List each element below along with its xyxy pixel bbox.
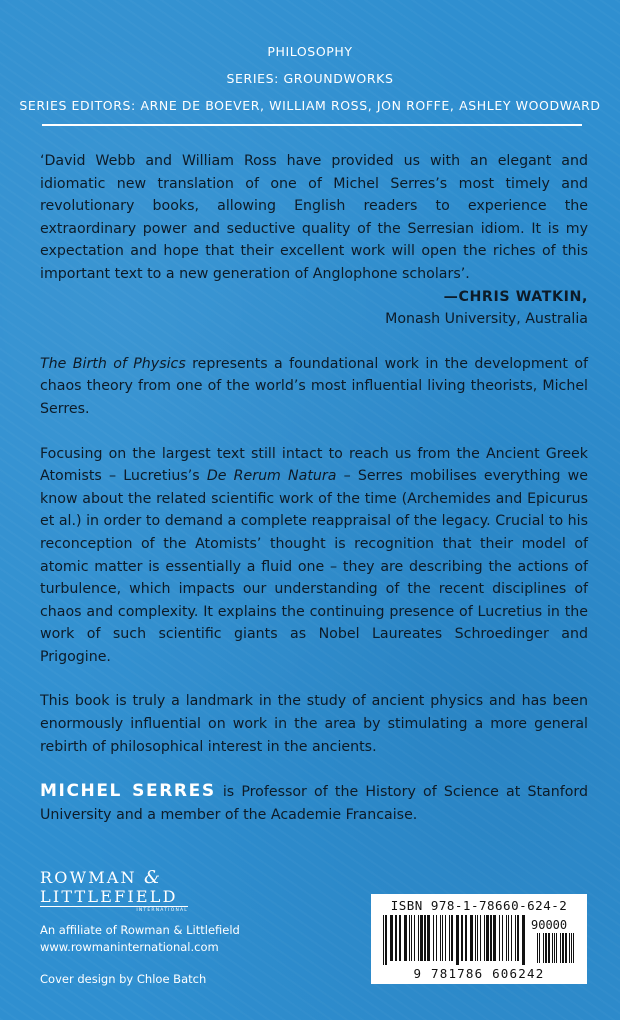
- intro-paragraph: [40, 353, 588, 421]
- isbn-barcode: [371, 894, 587, 984]
- landmark-paragraph: This book is truly a landmark in the study of ancient physics and has been enormously influential on work in the area by stimulating a more general rebirth of philosophical interest in the ancients.: [40, 693, 588, 755]
- barcode-bar: [511, 915, 512, 961]
- barcode-bar: [414, 915, 415, 961]
- barcode-bar: [477, 915, 478, 961]
- addon-bar: [548, 933, 550, 963]
- barcode-bar: [427, 915, 430, 961]
- intro-text: represents a foundational work in the development of chaos theory from one of the world’s most influential living theorists, Michel Serres.: [40, 355, 588, 417]
- barcode-bar: [390, 915, 393, 961]
- barcode-bar: [451, 915, 453, 961]
- book-title: The Birth of Physics: [40, 355, 186, 372]
- barcode-bar: [404, 915, 407, 961]
- barcode-bar: [442, 915, 443, 961]
- addon-bar: [571, 933, 572, 963]
- author-name: MICHEL SERRES: [40, 781, 216, 802]
- author-bio-text: is Professor of the History of Science at Stanford University and a member of the Academie Francaise.: [40, 784, 588, 823]
- barcode-bar: [449, 915, 450, 961]
- barcode-bar: [420, 915, 423, 961]
- ean-digits: 9 781786 606242: [413, 966, 545, 981]
- barcode-bar: [502, 915, 503, 961]
- price-code: 90000: [531, 918, 568, 932]
- de-rerum-natura-title: De Rerum Natura: [206, 468, 337, 485]
- publisher-credits: [40, 922, 240, 988]
- affiliate-line: An affiliate of Rowman & Littlefield: [40, 923, 240, 937]
- barcode-bar: [480, 915, 481, 961]
- barcode-bar: [461, 915, 463, 961]
- addon-bar: [537, 933, 538, 963]
- addon-bar: [545, 933, 547, 963]
- logo-ampersand: &: [144, 867, 161, 888]
- publisher-logo: [40, 868, 200, 913]
- addon-bar: [569, 933, 570, 963]
- addon-bar: [543, 933, 544, 963]
- logo-littlefield: LITTLEFIELD: [40, 887, 178, 906]
- cover-design-credit: Cover design by Chloe Batch: [40, 972, 207, 986]
- quote-attribution: [40, 286, 588, 331]
- quote-author: —CHRIS WATKIN,: [443, 288, 588, 305]
- logo-international: INTERNATIONAL: [40, 906, 188, 913]
- barcode-bar: [499, 915, 500, 961]
- header: [0, 38, 620, 119]
- barcode-bar: [440, 915, 441, 961]
- barcode-bar: [515, 915, 516, 961]
- barcode-bar: [486, 915, 489, 961]
- barcode-bar: [517, 915, 519, 961]
- barcode-bar: [522, 915, 525, 965]
- endorsement-quote: [40, 150, 588, 286]
- addon-bar: [562, 933, 564, 963]
- header-divider: [42, 124, 582, 126]
- addon-bar: [554, 933, 555, 963]
- barcode-bar: [470, 915, 473, 961]
- author-bio: [40, 780, 588, 826]
- logo-rowman: ROWMAN: [40, 868, 137, 887]
- category-label: PHILOSOPHY: [267, 44, 353, 59]
- barcode-bar: [490, 915, 492, 961]
- addon-bar: [556, 933, 557, 963]
- description-text-1: Focusing on the largest text still intact to reach us from the Ancient Greek Atomists – Lucretius’s: [40, 445, 588, 485]
- barcode-bar: [445, 915, 446, 961]
- quote-affiliation: Monash University, Australia: [385, 311, 588, 328]
- series-editors: SERIES EDITORS: ARNE DE BOEVER, WILLIAM ROSS, JON ROFFE, ASHLEY WOODWARD: [19, 98, 601, 113]
- publisher-website: www.rowmaninternational.com: [40, 939, 219, 954]
- barcode-bar: [385, 915, 387, 965]
- series-label: SERIES: GROUNDWORKS: [226, 71, 394, 86]
- barcode-bar: [383, 915, 384, 965]
- barcode-bar: [411, 915, 412, 961]
- barcode-bar: [436, 915, 437, 961]
- description-text-2: – Serres mobilises everything we know about the related scientific work of the time (Archemides and Epicurus et al.) in order to demand a complete reappraisal of the legacy. Crucial to his reconception of the Atomists’ thought is recognition that their model of atomic matter is essentially a fluid one – they are describing the actions of turbulence, which impacts our understanding of the recent disciplines of chaos and complexity. It explains the continuing presence of Lucretius in the work of such scientific giants as Nobel Laureates Schroedinger and Prigogine.: [40, 468, 588, 665]
- logo-line-rowman: [40, 868, 200, 887]
- addon-bar: [539, 933, 540, 963]
- barcode-bar: [424, 915, 426, 961]
- quote-text: ‘David Webb and William Ross have provided us with an elegant and idiomatic new translation of one of Michel Serres’s most timely and revolutionary books, allowing English readers to experience the extraordinary power and seductive quality of the Serresian idiom. It is my expectation and hope that their excellent work will open the riches of this important text to a new generation of Anglophone scholars’.: [40, 153, 588, 282]
- description-paragraph: [40, 443, 588, 669]
- barcode-bar: [418, 915, 419, 961]
- addon-bar: [552, 933, 553, 963]
- barcode-bar: [456, 915, 459, 965]
- barcode-bar: [506, 915, 507, 961]
- isbn-number: ISBN 978-1-78660-624-2: [390, 898, 568, 913]
- addon-bar: [565, 933, 567, 963]
- barcode-bar: [508, 915, 509, 961]
- barcode-bar: [395, 915, 397, 961]
- barcode-bar: [484, 915, 485, 961]
- addon-bar: [573, 933, 574, 963]
- barcode-bar: [493, 915, 496, 961]
- barcode-bar: [409, 915, 410, 961]
- barcode-bar: [433, 915, 434, 961]
- addon-bar: [560, 933, 561, 963]
- back-cover-text: [40, 150, 588, 848]
- barcode-bar: [475, 915, 476, 961]
- barcode-bar: [465, 915, 467, 961]
- barcode-bar: [399, 915, 401, 961]
